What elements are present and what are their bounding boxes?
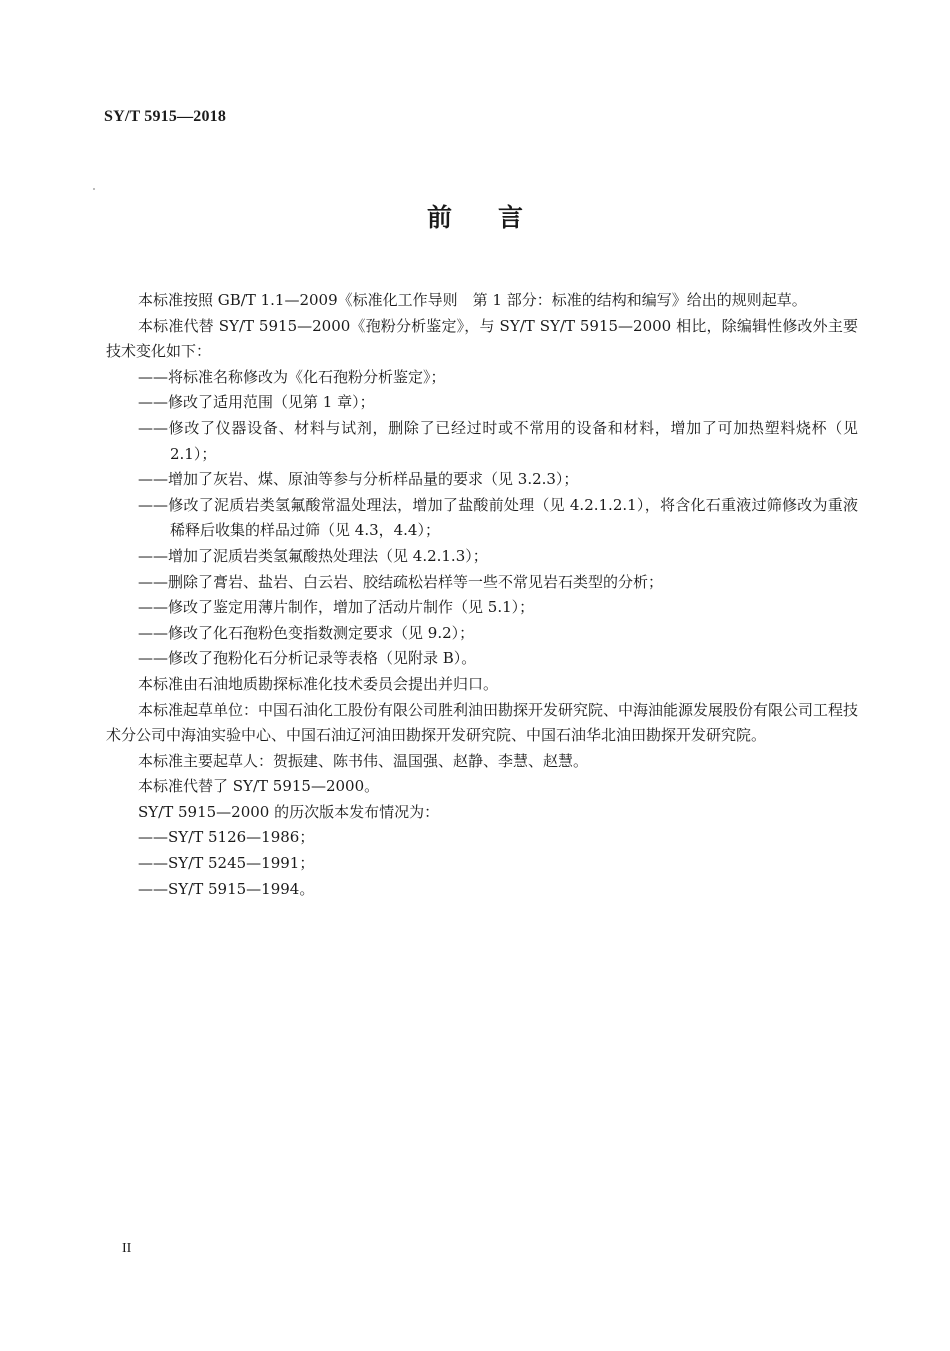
paragraph-drafting-rules: 本标准按照 GB/T 1.1—2009《标准化工作导则 第 1 部分：标准的结构和编写》给出的规则起草。 (138, 291, 807, 309)
history-item: ——SY/T 5245—1991； (138, 854, 315, 873)
change-item: ——修改了仪器设备、材料与试剂，删除了已经过时或不常用的设备和材料，增加了可加热塑料烧杯（见 2.1）； (138, 418, 858, 463)
standard-code-header: SY/T 5915—2018 (104, 108, 227, 125)
change-item: ——增加了泥质岩类氢氟酸热处理法（见 4.2.1.3）； (138, 546, 488, 565)
paragraph-replacement: 本标准代替 SY/T 5915—2000《孢粉分析鉴定》，与 SY/T SY/T 5915—2000 相比，除编辑性修改外主要技术变化如下： (106, 316, 858, 361)
page-number: II (122, 1241, 132, 1256)
paragraph-supersedes: 本标准代替了 SY/T 5915—2000。 (138, 777, 380, 796)
scan-speck (93, 188, 95, 190)
paragraph-history-intro: SY/T 5915—2000 的历次版本发布情况为： (138, 802, 440, 821)
change-item: ——将标准名称修改为《化石孢粉分析鉴定》； (138, 367, 446, 386)
change-item: ——修改了孢粉化石分析记录等表格（见附录 B）。 (138, 649, 477, 668)
change-item: ——修改了适用范围（见第 1 章）； (138, 393, 375, 412)
paragraph-proposer: 本标准由石油地质勘探标准化技术委员会提出并归口。 (138, 674, 499, 693)
change-item: ——修改了化石孢粉色变指数测定要求（见 9.2）； (138, 623, 475, 642)
change-item: ——修改了泥质岩类氢氟酸常温处理法，增加了盐酸前处理（见 4.2.1.2.1），将含化石重液过筛修改为重液稀释后收集的样品过筛（见 4.3，4.4）； (138, 495, 858, 540)
paragraph-drafting-units: 本标准起草单位：中国石油化工股份有限公司胜利油田勘探开发研究院、中海油能源发展股份有限公司工程技术分公司中海油实验中心、中国石油辽河油田勘探开发研究院、中国石油华北油田勘探开发研究院。 (106, 700, 859, 745)
change-item: ——删除了膏岩、盐岩、白云岩、胶结疏松岩样等一些不常见岩石类型的分析； (138, 572, 664, 591)
paragraph-drafters: 本标准主要起草人：贺振建、陈书伟、温国强、赵静、李慧、赵慧。 (138, 751, 589, 770)
preface-body (106, 288, 858, 902)
change-item: ——增加了灰岩、煤、原油等参与分析样品量的要求（见 3.2.3）； (138, 470, 579, 489)
page-title: 前言 (426, 203, 569, 232)
change-item: ——修改了鉴定用薄片制作，增加了活动片制作（见 5.1）； (138, 598, 535, 617)
history-item: ——SY/T 5126—1986； (138, 828, 315, 847)
history-item: ——SY/T 5915—1994。 (138, 879, 315, 898)
